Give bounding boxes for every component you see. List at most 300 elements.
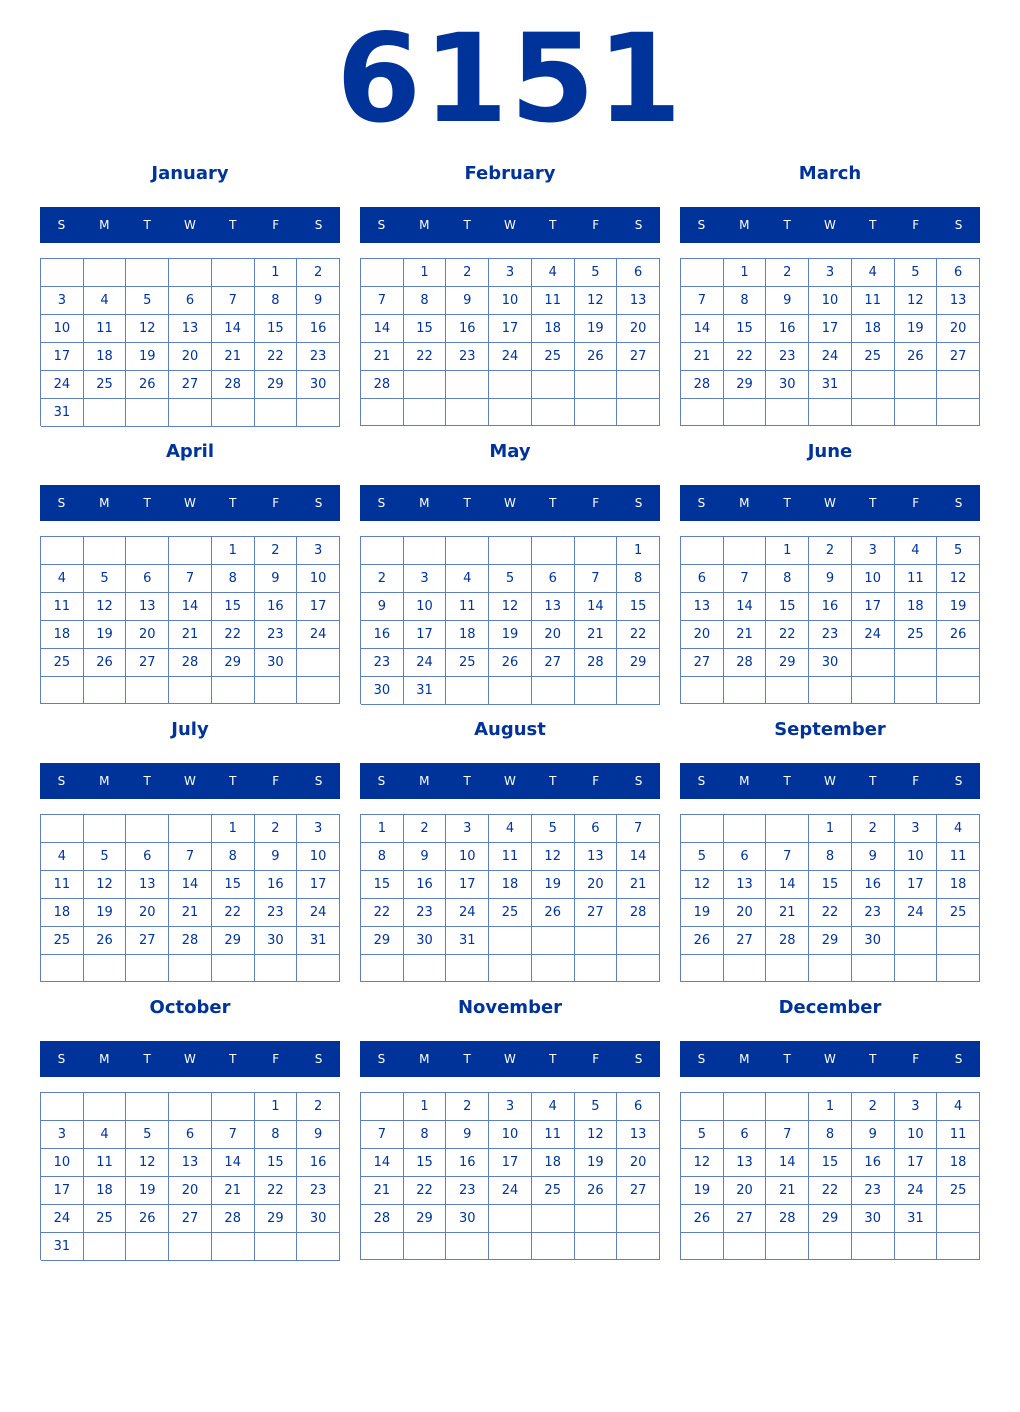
- day-cell: 3: [809, 259, 852, 287]
- day-cell: 17: [489, 1149, 532, 1177]
- weekday-label: T: [869, 774, 877, 788]
- day-cell: 8: [255, 1121, 298, 1149]
- day-cell: 12: [126, 315, 169, 343]
- empty-day-cell: [361, 259, 404, 287]
- day-cell: 1: [404, 1093, 447, 1121]
- empty-day-cell: [41, 955, 84, 982]
- day-cell: 17: [297, 593, 340, 621]
- month-1: [40, 150, 340, 428]
- day-cell: 1: [617, 537, 660, 565]
- weekday-label: T: [143, 218, 151, 232]
- day-cell: 3: [404, 565, 447, 593]
- day-cell: 13: [617, 1121, 660, 1149]
- empty-day-cell: [937, 927, 980, 955]
- day-cell: 23: [446, 1177, 489, 1205]
- day-cell: 17: [41, 1177, 84, 1205]
- day-cell: 2: [297, 1093, 340, 1121]
- weekday-label: F: [912, 496, 920, 510]
- day-cell: 23: [852, 1177, 895, 1205]
- day-cell: 2: [297, 259, 340, 287]
- day-cell: 29: [255, 1205, 298, 1233]
- day-cell: 17: [446, 871, 489, 899]
- empty-day-cell: [84, 259, 127, 287]
- weekday-label: S: [57, 1052, 66, 1066]
- day-cell: 25: [446, 649, 489, 677]
- day-cell: 20: [126, 899, 169, 927]
- weekday-label: S: [954, 1052, 963, 1066]
- day-cell: 30: [297, 371, 340, 399]
- day-cell: 25: [937, 1177, 980, 1205]
- weekday-label: T: [549, 1052, 557, 1066]
- day-cell: 30: [852, 927, 895, 955]
- month-4: [40, 428, 340, 706]
- day-cell: 28: [766, 1205, 809, 1233]
- empty-day-cell: [681, 1093, 724, 1121]
- empty-day-cell: [617, 677, 660, 705]
- day-cell: 27: [617, 343, 660, 371]
- day-cell: 30: [361, 677, 404, 705]
- day-cell: 7: [169, 565, 212, 593]
- day-cell: 4: [41, 565, 84, 593]
- weekday-label: W: [184, 496, 196, 510]
- weekday-label: T: [549, 218, 557, 232]
- day-cell: 29: [617, 649, 660, 677]
- day-cell: 7: [212, 1121, 255, 1149]
- weekday-label: M: [99, 774, 110, 788]
- day-cell: 19: [681, 899, 724, 927]
- day-cell: 6: [681, 565, 724, 593]
- empty-day-cell: [766, 1233, 809, 1260]
- day-cell: 12: [489, 593, 532, 621]
- day-cell: 18: [532, 315, 575, 343]
- day-cell: 15: [617, 593, 660, 621]
- day-cell: 6: [724, 843, 767, 871]
- month-12: [680, 984, 980, 1262]
- day-cell: 10: [895, 843, 938, 871]
- empty-day-cell: [809, 677, 852, 704]
- day-cell: 25: [489, 899, 532, 927]
- day-cell: 26: [895, 343, 938, 371]
- day-cell: 25: [41, 649, 84, 677]
- day-cell: 9: [852, 1121, 895, 1149]
- empty-day-cell: [84, 815, 127, 843]
- weekday-label: F: [272, 1052, 280, 1066]
- day-cell: 20: [169, 343, 212, 371]
- day-cell: 5: [937, 537, 980, 565]
- day-cell: 10: [446, 843, 489, 871]
- day-cell: 17: [404, 621, 447, 649]
- day-cell: 29: [212, 649, 255, 677]
- empty-day-cell: [895, 955, 938, 982]
- empty-day-cell: [809, 1233, 852, 1260]
- day-cell: 5: [126, 287, 169, 315]
- weekday-label: M: [419, 218, 430, 232]
- empty-day-cell: [41, 815, 84, 843]
- day-cell: 2: [361, 565, 404, 593]
- day-cell: 16: [297, 1149, 340, 1177]
- weekday-label: S: [697, 774, 706, 788]
- months-grid: [40, 150, 980, 1262]
- empty-day-cell: [937, 677, 980, 704]
- empty-day-cell: [169, 955, 212, 982]
- day-cell: 15: [404, 315, 447, 343]
- weekday-header: [680, 207, 980, 243]
- empty-day-cell: [126, 955, 169, 982]
- day-cell: 4: [532, 1093, 575, 1121]
- empty-day-cell: [532, 537, 575, 565]
- day-cell: 13: [724, 1149, 767, 1177]
- day-cell: 23: [766, 343, 809, 371]
- day-cell: 15: [255, 315, 298, 343]
- empty-day-cell: [575, 399, 618, 426]
- weekday-label: T: [463, 774, 471, 788]
- empty-day-cell: [766, 1093, 809, 1121]
- day-cell: 31: [297, 927, 340, 955]
- weekday-header: [40, 485, 340, 521]
- day-cell: 24: [297, 621, 340, 649]
- empty-day-cell: [255, 677, 298, 704]
- weekday-label: T: [463, 496, 471, 510]
- day-cell: 16: [766, 315, 809, 343]
- month-name: October: [149, 997, 231, 1018]
- day-cell: 3: [895, 815, 938, 843]
- empty-day-cell: [404, 1233, 447, 1260]
- empty-day-cell: [809, 955, 852, 982]
- day-cell: 10: [297, 843, 340, 871]
- empty-day-cell: [937, 1233, 980, 1260]
- day-cell: 3: [852, 537, 895, 565]
- day-cell: 8: [617, 565, 660, 593]
- weekday-label: W: [504, 1052, 516, 1066]
- day-cell: 26: [681, 1205, 724, 1233]
- month-name: September: [774, 719, 886, 740]
- weekday-label: W: [824, 1052, 836, 1066]
- empty-day-cell: [297, 677, 340, 704]
- day-cell: 8: [724, 287, 767, 315]
- weekday-label: T: [783, 218, 791, 232]
- day-cell: 24: [404, 649, 447, 677]
- day-cell: 12: [84, 871, 127, 899]
- day-cell: 6: [169, 1121, 212, 1149]
- day-cell: 13: [937, 287, 980, 315]
- empty-day-cell: [212, 955, 255, 982]
- day-cell: 10: [809, 287, 852, 315]
- day-cell: 27: [681, 649, 724, 677]
- empty-day-cell: [255, 955, 298, 982]
- day-cell: 3: [446, 815, 489, 843]
- empty-day-cell: [297, 649, 340, 677]
- day-cell: 14: [681, 315, 724, 343]
- day-cell: 14: [212, 315, 255, 343]
- day-cell: 26: [575, 343, 618, 371]
- day-cell: 29: [809, 1205, 852, 1233]
- day-cell: 4: [937, 1093, 980, 1121]
- day-cell: 24: [895, 899, 938, 927]
- day-cell: 20: [724, 1177, 767, 1205]
- empty-day-cell: [446, 1233, 489, 1260]
- day-cell: 5: [575, 1093, 618, 1121]
- day-cell: 31: [404, 677, 447, 705]
- day-cell: 23: [297, 1177, 340, 1205]
- day-cell: 15: [809, 1149, 852, 1177]
- day-cell: 18: [937, 1149, 980, 1177]
- day-cell: 13: [532, 593, 575, 621]
- empty-day-cell: [937, 955, 980, 982]
- day-cell: 3: [41, 1121, 84, 1149]
- day-cell: 25: [937, 899, 980, 927]
- day-cell: 3: [41, 287, 84, 315]
- weekday-label: S: [634, 496, 643, 510]
- days-grid: [40, 258, 340, 426]
- day-cell: 24: [41, 371, 84, 399]
- day-cell: 13: [575, 843, 618, 871]
- month-8: [360, 706, 660, 984]
- empty-day-cell: [297, 955, 340, 982]
- empty-day-cell: [681, 399, 724, 426]
- empty-day-cell: [126, 259, 169, 287]
- empty-day-cell: [724, 815, 767, 843]
- empty-day-cell: [41, 1093, 84, 1121]
- day-cell: 1: [255, 1093, 298, 1121]
- weekday-label: S: [697, 218, 706, 232]
- day-cell: 4: [852, 259, 895, 287]
- day-cell: 8: [361, 843, 404, 871]
- day-cell: 18: [84, 1177, 127, 1205]
- day-cell: 4: [84, 287, 127, 315]
- day-cell: 22: [724, 343, 767, 371]
- day-cell: 7: [361, 287, 404, 315]
- day-cell: 30: [255, 927, 298, 955]
- empty-day-cell: [489, 399, 532, 426]
- day-cell: 17: [297, 871, 340, 899]
- weekday-label: S: [57, 496, 66, 510]
- day-cell: 17: [41, 343, 84, 371]
- day-cell: 20: [617, 1149, 660, 1177]
- empty-day-cell: [766, 815, 809, 843]
- day-cell: 25: [532, 1177, 575, 1205]
- days-grid: [360, 258, 660, 426]
- day-cell: 15: [766, 593, 809, 621]
- day-cell: 11: [41, 593, 84, 621]
- day-cell: 3: [489, 1093, 532, 1121]
- day-cell: 21: [212, 1177, 255, 1205]
- empty-day-cell: [681, 815, 724, 843]
- day-cell: 10: [41, 315, 84, 343]
- empty-day-cell: [809, 399, 852, 426]
- day-cell: 28: [169, 649, 212, 677]
- day-cell: 4: [895, 537, 938, 565]
- day-cell: 15: [361, 871, 404, 899]
- day-cell: 30: [404, 927, 447, 955]
- weekday-label: T: [229, 1052, 237, 1066]
- day-cell: 24: [297, 899, 340, 927]
- day-cell: 11: [852, 287, 895, 315]
- day-cell: 6: [724, 1121, 767, 1149]
- weekday-label: W: [184, 1052, 196, 1066]
- day-cell: 1: [809, 1093, 852, 1121]
- weekday-label: M: [739, 218, 750, 232]
- days-grid: [360, 536, 660, 704]
- day-cell: 28: [617, 899, 660, 927]
- empty-day-cell: [297, 1233, 340, 1261]
- day-cell: 19: [126, 1177, 169, 1205]
- day-cell: 27: [169, 1205, 212, 1233]
- days-grid: [40, 814, 340, 982]
- day-cell: 14: [361, 315, 404, 343]
- day-cell: 27: [937, 343, 980, 371]
- month-name: February: [464, 163, 556, 184]
- empty-day-cell: [852, 371, 895, 399]
- weekday-header: [360, 485, 660, 521]
- weekday-label: F: [912, 1052, 920, 1066]
- day-cell: 27: [724, 927, 767, 955]
- empty-day-cell: [126, 1093, 169, 1121]
- empty-day-cell: [724, 1093, 767, 1121]
- day-cell: 6: [575, 815, 618, 843]
- day-cell: 6: [532, 565, 575, 593]
- day-cell: 15: [212, 871, 255, 899]
- month-name: August: [474, 719, 546, 740]
- empty-day-cell: [617, 371, 660, 399]
- empty-day-cell: [489, 1233, 532, 1260]
- day-cell: 22: [404, 343, 447, 371]
- day-cell: 26: [126, 1205, 169, 1233]
- day-cell: 17: [852, 593, 895, 621]
- day-cell: 11: [532, 1121, 575, 1149]
- day-cell: 28: [681, 371, 724, 399]
- weekday-label: S: [377, 218, 386, 232]
- day-cell: 20: [617, 315, 660, 343]
- month-3: [680, 150, 980, 428]
- day-cell: 8: [809, 1121, 852, 1149]
- empty-day-cell: [212, 399, 255, 427]
- weekday-label: T: [869, 1052, 877, 1066]
- weekday-label: T: [463, 218, 471, 232]
- weekday-label: S: [377, 1052, 386, 1066]
- day-cell: 31: [809, 371, 852, 399]
- day-cell: 5: [895, 259, 938, 287]
- empty-day-cell: [895, 927, 938, 955]
- day-cell: 22: [212, 899, 255, 927]
- day-cell: 3: [489, 259, 532, 287]
- weekday-header: [680, 763, 980, 799]
- days-grid: [40, 1092, 340, 1260]
- weekday-label: S: [954, 218, 963, 232]
- empty-day-cell: [212, 1093, 255, 1121]
- day-cell: 21: [724, 621, 767, 649]
- month-name: May: [489, 441, 531, 462]
- weekday-label: T: [143, 496, 151, 510]
- day-cell: 18: [937, 871, 980, 899]
- weekday-label: W: [504, 218, 516, 232]
- day-cell: 9: [446, 287, 489, 315]
- day-cell: 12: [575, 287, 618, 315]
- day-cell: 13: [126, 871, 169, 899]
- month-2: [360, 150, 660, 428]
- day-cell: 9: [361, 593, 404, 621]
- day-cell: 19: [575, 1149, 618, 1177]
- day-cell: 21: [575, 621, 618, 649]
- day-cell: 10: [489, 287, 532, 315]
- days-grid: [360, 1092, 660, 1260]
- day-cell: 5: [84, 843, 127, 871]
- day-cell: 6: [937, 259, 980, 287]
- day-cell: 8: [212, 565, 255, 593]
- day-cell: 20: [169, 1177, 212, 1205]
- day-cell: 12: [681, 871, 724, 899]
- empty-day-cell: [212, 1233, 255, 1261]
- day-cell: 16: [255, 593, 298, 621]
- empty-day-cell: [575, 927, 618, 955]
- empty-day-cell: [446, 955, 489, 982]
- day-cell: 21: [766, 1177, 809, 1205]
- empty-day-cell: [724, 1233, 767, 1260]
- empty-day-cell: [724, 677, 767, 704]
- day-cell: 24: [41, 1205, 84, 1233]
- day-cell: 7: [212, 287, 255, 315]
- day-cell: 9: [766, 287, 809, 315]
- day-cell: 31: [41, 399, 84, 427]
- empty-day-cell: [532, 1205, 575, 1233]
- day-cell: 28: [766, 927, 809, 955]
- day-cell: 19: [126, 343, 169, 371]
- weekday-label: S: [314, 496, 323, 510]
- empty-day-cell: [84, 1093, 127, 1121]
- day-cell: 14: [575, 593, 618, 621]
- day-cell: 13: [617, 287, 660, 315]
- day-cell: 19: [84, 621, 127, 649]
- weekday-label: W: [504, 774, 516, 788]
- empty-day-cell: [84, 955, 127, 982]
- day-cell: 18: [489, 871, 532, 899]
- day-cell: 16: [404, 871, 447, 899]
- day-cell: 6: [617, 1093, 660, 1121]
- empty-day-cell: [681, 537, 724, 565]
- day-cell: 6: [169, 287, 212, 315]
- day-cell: 21: [617, 871, 660, 899]
- weekday-label: F: [592, 1052, 600, 1066]
- day-cell: 23: [404, 899, 447, 927]
- day-cell: 13: [126, 593, 169, 621]
- weekday-header: [40, 207, 340, 243]
- day-cell: 5: [489, 565, 532, 593]
- day-cell: 18: [532, 1149, 575, 1177]
- day-cell: 31: [41, 1233, 84, 1261]
- day-cell: 23: [255, 899, 298, 927]
- month-5: [360, 428, 660, 706]
- month-name: July: [171, 719, 209, 740]
- empty-day-cell: [681, 1233, 724, 1260]
- day-cell: 24: [489, 1177, 532, 1205]
- weekday-label: S: [697, 1052, 706, 1066]
- day-cell: 4: [532, 259, 575, 287]
- weekday-label: T: [229, 218, 237, 232]
- weekday-label: M: [739, 496, 750, 510]
- day-cell: 20: [126, 621, 169, 649]
- day-cell: 25: [852, 343, 895, 371]
- day-cell: 15: [404, 1149, 447, 1177]
- day-cell: 21: [169, 621, 212, 649]
- day-cell: 26: [84, 649, 127, 677]
- weekday-label: S: [377, 496, 386, 510]
- day-cell: 9: [297, 287, 340, 315]
- day-cell: 13: [169, 1149, 212, 1177]
- weekday-label: T: [229, 496, 237, 510]
- day-cell: 7: [766, 1121, 809, 1149]
- empty-day-cell: [937, 649, 980, 677]
- days-grid: [680, 814, 980, 982]
- day-cell: 11: [937, 1121, 980, 1149]
